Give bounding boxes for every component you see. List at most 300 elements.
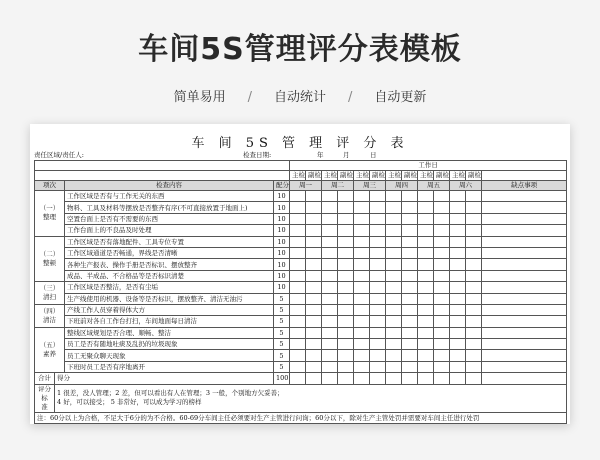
- remark-cell: [482, 316, 567, 327]
- table-row: [35, 350, 567, 361]
- check-cell: [354, 213, 370, 224]
- check-cell: [402, 202, 418, 213]
- check-cell: [338, 247, 354, 258]
- check-cell: [338, 339, 354, 350]
- check-cell: [402, 225, 418, 236]
- feature-list: [0, 86, 600, 105]
- check-cell: [434, 191, 450, 202]
- check-cell: [418, 316, 434, 327]
- day-header-fri: 周五: [418, 181, 450, 191]
- check-cell: [466, 293, 482, 304]
- check-cell: [434, 361, 450, 372]
- check-cell: [450, 213, 466, 224]
- main-check-header: 主检: [322, 171, 338, 181]
- header-row-checkers: [35, 171, 567, 181]
- score-sheet-preview: [30, 124, 570, 424]
- check-cell: [322, 361, 338, 372]
- remark-cell: [482, 259, 567, 270]
- check-cell: [434, 259, 450, 270]
- check-cell: [322, 213, 338, 224]
- category-cell: [35, 282, 65, 305]
- check-cell: [306, 202, 322, 213]
- check-cell: [290, 225, 306, 236]
- check-cell: [306, 225, 322, 236]
- inspection-content: 生产线使用的机器、设备等是否标识，摆放整齐、清洁无油污: [65, 293, 274, 304]
- check-cell: [306, 213, 322, 224]
- table-row: [35, 191, 567, 202]
- check-cell: [386, 202, 402, 213]
- check-cell: [386, 361, 402, 372]
- check-cell: [290, 247, 306, 258]
- check-cell: [450, 270, 466, 281]
- inspection-content: 整线区域规划是否合理、顺畅、整洁: [65, 327, 274, 338]
- check-cell: [434, 236, 450, 247]
- check-cell: [418, 191, 434, 202]
- check-cell: [338, 270, 354, 281]
- check-cell: [434, 270, 450, 281]
- check-cell: [466, 339, 482, 350]
- check-cell: [466, 327, 482, 338]
- check-cell: [306, 350, 322, 361]
- check-cell: [402, 293, 418, 304]
- check-cell: [306, 293, 322, 304]
- table-row: [35, 202, 567, 213]
- check-cell: [306, 373, 322, 384]
- score-cell: 10: [274, 202, 290, 213]
- page-title: 车间5S管理评分表模板: [138, 32, 462, 67]
- remark-cell: [482, 236, 567, 247]
- check-cell: [322, 236, 338, 247]
- check-cell: [370, 191, 386, 202]
- check-cell: [290, 316, 306, 327]
- day-header-sat: 周六: [450, 181, 482, 191]
- check-cell: [354, 236, 370, 247]
- inspection-content: 员工是否有随地吐痰及乱扔的垃圾现象: [65, 339, 274, 350]
- vice-check-header: 副检: [338, 171, 354, 181]
- inspection-content: 下班时员工是否有序地离开: [65, 361, 274, 372]
- check-cell: [418, 361, 434, 372]
- check-cell: [290, 327, 306, 338]
- check-cell: [466, 202, 482, 213]
- inspection-content: 各种生产报表、操作手册是否标识、摆放整齐: [65, 259, 274, 270]
- check-cell: [354, 293, 370, 304]
- inspection-content: 工作台面上的不良品及时处理: [65, 225, 274, 236]
- main-check-header: 主检: [290, 171, 306, 181]
- check-cell: [354, 247, 370, 258]
- check-cell: [418, 373, 434, 384]
- check-cell: [418, 293, 434, 304]
- check-cell: [386, 191, 402, 202]
- check-cell: [338, 350, 354, 361]
- day-header-wed: 周三: [354, 181, 386, 191]
- category-name: 清洁: [43, 315, 56, 324]
- day-header-tue: 周二: [322, 181, 354, 191]
- standard-label-b: 准: [41, 402, 48, 411]
- check-cell: [338, 304, 354, 315]
- check-cell: [450, 304, 466, 315]
- check-cell: [370, 361, 386, 372]
- check-cell: [434, 282, 450, 293]
- check-cell: [434, 316, 450, 327]
- category-name: 素养: [43, 349, 56, 358]
- score-cell: 10: [274, 191, 290, 202]
- inspection-content: 工作区域是否整洁，是否有尘垢: [65, 282, 274, 293]
- header-row-columns: [35, 181, 567, 191]
- check-cell: [338, 236, 354, 247]
- main-check-header: 主检: [354, 171, 370, 181]
- check-cell: [402, 259, 418, 270]
- check-cell: [370, 270, 386, 281]
- standard-label-a: 评分标: [38, 384, 51, 402]
- check-cell: [370, 316, 386, 327]
- inspection-content: 物料、工具及材料等摆放是否整齐有序(不可直接放置于地面上): [65, 202, 274, 213]
- check-cell: [370, 373, 386, 384]
- inspection-content: 空置台面上是否有不需要的东西: [65, 213, 274, 224]
- check-cell: [322, 339, 338, 350]
- check-cell: [306, 316, 322, 327]
- check-cell: [322, 225, 338, 236]
- remark-cell: [482, 304, 567, 315]
- check-cell: [466, 270, 482, 281]
- workday-header: 工作日: [290, 161, 567, 171]
- check-cell: [370, 213, 386, 224]
- check-cell: [354, 327, 370, 338]
- vice-check-header: 副检: [466, 171, 482, 181]
- check-cell: [450, 293, 466, 304]
- check-cell: [290, 191, 306, 202]
- category-number: （五）: [39, 340, 60, 349]
- inspection-content: 产线工作人员穿着得体大方: [65, 304, 274, 315]
- check-cell: [370, 293, 386, 304]
- check-cell: [370, 327, 386, 338]
- check-cell: [290, 202, 306, 213]
- check-cell: [418, 259, 434, 270]
- score-cell: 10: [274, 236, 290, 247]
- category-number: （二）: [39, 249, 60, 258]
- check-cell: [434, 247, 450, 258]
- check-cell: [450, 191, 466, 202]
- remark-cell: [482, 327, 567, 338]
- check-cell: [402, 327, 418, 338]
- check-cell: [370, 202, 386, 213]
- table-row: [35, 213, 567, 224]
- check-cell: [306, 191, 322, 202]
- table-row: [35, 361, 567, 372]
- check-cell: [466, 259, 482, 270]
- check-cell: [418, 236, 434, 247]
- check-cell: [338, 259, 354, 270]
- check-cell: [386, 247, 402, 258]
- check-cell: [322, 247, 338, 258]
- standard-line-1: 1 很差，没人管理；2 差，但可以看出有人在管理；3 一般，个别地方欠妥善；: [57, 389, 284, 398]
- check-cell: [434, 225, 450, 236]
- check-cell: [322, 191, 338, 202]
- check-cell: [306, 304, 322, 315]
- remark-cell: [482, 225, 567, 236]
- table-row: [35, 259, 567, 270]
- total-label: 合计: [35, 373, 55, 384]
- inspection-content: 工作区域是否有与工作无关的东西: [65, 191, 274, 202]
- check-cell: [322, 304, 338, 315]
- check-cell: [418, 247, 434, 258]
- check-cell: [290, 293, 306, 304]
- score-cell: 10: [274, 213, 290, 224]
- score-cell: 10: [274, 259, 290, 270]
- check-cell: [306, 339, 322, 350]
- check-cell: [402, 316, 418, 327]
- note-row: [35, 412, 567, 423]
- check-cell: [434, 350, 450, 361]
- check-cell: [338, 373, 354, 384]
- header-blank: [35, 171, 290, 181]
- remark-cell: [482, 339, 567, 350]
- feature-auto-update: 自动更新: [374, 90, 427, 105]
- table-row: [35, 225, 567, 236]
- remark-cell: [482, 282, 567, 293]
- date-label: 检查日期:: [243, 151, 272, 159]
- check-cell: [386, 304, 402, 315]
- check-cell: [450, 247, 466, 258]
- check-cell: [450, 373, 466, 384]
- check-cell: [386, 282, 402, 293]
- check-cell: [466, 213, 482, 224]
- check-cell: [354, 373, 370, 384]
- check-cell: [354, 282, 370, 293]
- check-cell: [290, 361, 306, 372]
- category-number: （四）: [39, 306, 60, 315]
- category-name: 整顿: [43, 258, 56, 267]
- check-cell: [434, 339, 450, 350]
- check-cell: [370, 247, 386, 258]
- check-cell: [322, 327, 338, 338]
- check-cell: [402, 247, 418, 258]
- table-row: [35, 327, 567, 338]
- check-cell: [418, 213, 434, 224]
- check-cell: [290, 373, 306, 384]
- check-cell: [290, 304, 306, 315]
- date-day: 日: [370, 151, 377, 159]
- remark-header: 缺点事项: [482, 181, 567, 191]
- vice-check-header: 副检: [370, 171, 386, 181]
- check-cell: [370, 282, 386, 293]
- check-cell: [466, 247, 482, 258]
- check-cell: [418, 350, 434, 361]
- score-cell: 5: [274, 350, 290, 361]
- check-cell: [450, 259, 466, 270]
- check-cell: [306, 259, 322, 270]
- check-cell: [402, 373, 418, 384]
- check-cell: [354, 191, 370, 202]
- check-cell: [370, 259, 386, 270]
- remark-cell: [482, 213, 567, 224]
- check-cell: [434, 213, 450, 224]
- inspection-content: 员工无聚众聊天现象: [65, 350, 274, 361]
- check-cell: [402, 282, 418, 293]
- check-cell: [338, 202, 354, 213]
- table-row: [35, 236, 567, 247]
- check-cell: [386, 270, 402, 281]
- check-cell: [402, 191, 418, 202]
- check-cell: [402, 236, 418, 247]
- standard-label: [35, 384, 55, 412]
- check-cell: [322, 350, 338, 361]
- check-cell: [290, 350, 306, 361]
- table-row: [35, 270, 567, 281]
- inspection-content: 工作区域是否有落地配件、工具专位专置: [65, 236, 274, 247]
- check-cell: [306, 247, 322, 258]
- check-cell: [386, 350, 402, 361]
- date-year: 年: [317, 151, 324, 159]
- check-cell: [434, 304, 450, 315]
- score-cell: 5: [274, 339, 290, 350]
- remark-cell: [482, 270, 567, 281]
- score-cell: 10: [274, 225, 290, 236]
- remark-cell: [482, 361, 567, 372]
- check-cell: [418, 339, 434, 350]
- table-row: [35, 282, 567, 293]
- check-cell: [306, 282, 322, 293]
- score-cell: 5: [274, 327, 290, 338]
- inspection-content: 工作区域通道是否畅通，界线是否清晰: [65, 247, 274, 258]
- score-header: 配分: [274, 181, 290, 191]
- check-cell: [290, 213, 306, 224]
- check-cell: [418, 327, 434, 338]
- check-cell: [450, 327, 466, 338]
- category-cell: [35, 191, 65, 237]
- check-cell: [290, 236, 306, 247]
- score-cell: 5: [274, 293, 290, 304]
- check-cell: [450, 350, 466, 361]
- check-cell: [466, 350, 482, 361]
- check-cell: [418, 225, 434, 236]
- check-cell: [466, 225, 482, 236]
- category-name: 清扫: [43, 293, 56, 302]
- remark-cell: [482, 373, 567, 384]
- check-cell: [466, 316, 482, 327]
- check-cell: [290, 339, 306, 350]
- check-cell: [466, 236, 482, 247]
- score-cell: 5: [274, 361, 290, 372]
- check-cell: [370, 350, 386, 361]
- check-cell: [322, 282, 338, 293]
- check-cell: [466, 361, 482, 372]
- check-cell: [354, 350, 370, 361]
- table-row: [35, 339, 567, 350]
- check-cell: [418, 304, 434, 315]
- inspection-content: 成品、半成品、不合格品等是否标识清楚: [65, 270, 274, 281]
- check-cell: [290, 282, 306, 293]
- check-cell: [418, 270, 434, 281]
- check-cell: [338, 361, 354, 372]
- check-cell: [370, 225, 386, 236]
- feature-separator: /: [247, 90, 252, 105]
- category-cell: [35, 236, 65, 282]
- check-cell: [418, 282, 434, 293]
- check-cell: [354, 304, 370, 315]
- check-cell: [466, 282, 482, 293]
- check-cell: [354, 339, 370, 350]
- check-cell: [338, 293, 354, 304]
- check-cell: [402, 213, 418, 224]
- check-cell: [290, 259, 306, 270]
- remark-cell: [482, 191, 567, 202]
- check-cell: [402, 270, 418, 281]
- score-cell: 5: [274, 316, 290, 327]
- check-cell: [370, 339, 386, 350]
- main-check-header: 主检: [450, 171, 466, 181]
- content-header: 检查内容: [65, 181, 274, 191]
- check-cell: [322, 316, 338, 327]
- standard-row: [35, 384, 567, 412]
- category-name: 整理: [43, 213, 56, 222]
- item-header: 项次: [35, 181, 65, 191]
- area-label: 责任区域/责任人:: [34, 151, 84, 159]
- check-cell: [450, 282, 466, 293]
- check-cell: [418, 202, 434, 213]
- check-cell: [322, 270, 338, 281]
- check-cell: [354, 361, 370, 372]
- remark-cell: [482, 247, 567, 258]
- check-cell: [386, 339, 402, 350]
- score-cell: 5: [274, 304, 290, 315]
- check-cell: [386, 213, 402, 224]
- check-cell: [354, 225, 370, 236]
- header-blank: [35, 161, 290, 171]
- score-cell: 10: [274, 247, 290, 258]
- check-cell: [338, 282, 354, 293]
- total-sub-label: 得分: [55, 373, 274, 384]
- check-cell: [354, 202, 370, 213]
- check-cell: [386, 327, 402, 338]
- total-score: 100: [274, 373, 290, 384]
- check-cell: [370, 304, 386, 315]
- table-row: [35, 247, 567, 258]
- table-row: [35, 304, 567, 315]
- check-cell: [338, 316, 354, 327]
- feature-separator: /: [348, 90, 353, 105]
- check-cell: [402, 361, 418, 372]
- check-cell: [450, 236, 466, 247]
- category-number: （三）: [39, 284, 60, 293]
- date-month: 月: [343, 151, 350, 159]
- check-cell: [402, 339, 418, 350]
- check-cell: [386, 373, 402, 384]
- check-cell: [434, 293, 450, 304]
- check-cell: [386, 259, 402, 270]
- main-check-header: 主检: [418, 171, 434, 181]
- check-cell: [402, 304, 418, 315]
- check-cell: [450, 339, 466, 350]
- check-cell: [354, 316, 370, 327]
- check-cell: [434, 373, 450, 384]
- check-cell: [338, 191, 354, 202]
- category-cell: [35, 304, 65, 327]
- check-cell: [402, 350, 418, 361]
- check-cell: [450, 316, 466, 327]
- inspection-content: 下班前对各自工作台打扫，车间地面每日清洁: [65, 316, 274, 327]
- check-cell: [466, 191, 482, 202]
- note-text: 注：60分以上为合格，不足大于6分的为不合格。60-69分车间主任必须要对生产主管进行问询；60分以下，除对生产主管处罚并需要对车间主任进行处罚: [35, 412, 567, 423]
- check-cell: [322, 293, 338, 304]
- score-cell: 10: [274, 282, 290, 293]
- remark-cell: [482, 202, 567, 213]
- feature-easy: 简单易用: [173, 90, 226, 105]
- sheet-title: 车 间 5S 管 理 评 分 表: [191, 136, 409, 151]
- check-cell: [386, 316, 402, 327]
- check-cell: [338, 327, 354, 338]
- check-cell: [306, 270, 322, 281]
- score-table: [34, 160, 567, 424]
